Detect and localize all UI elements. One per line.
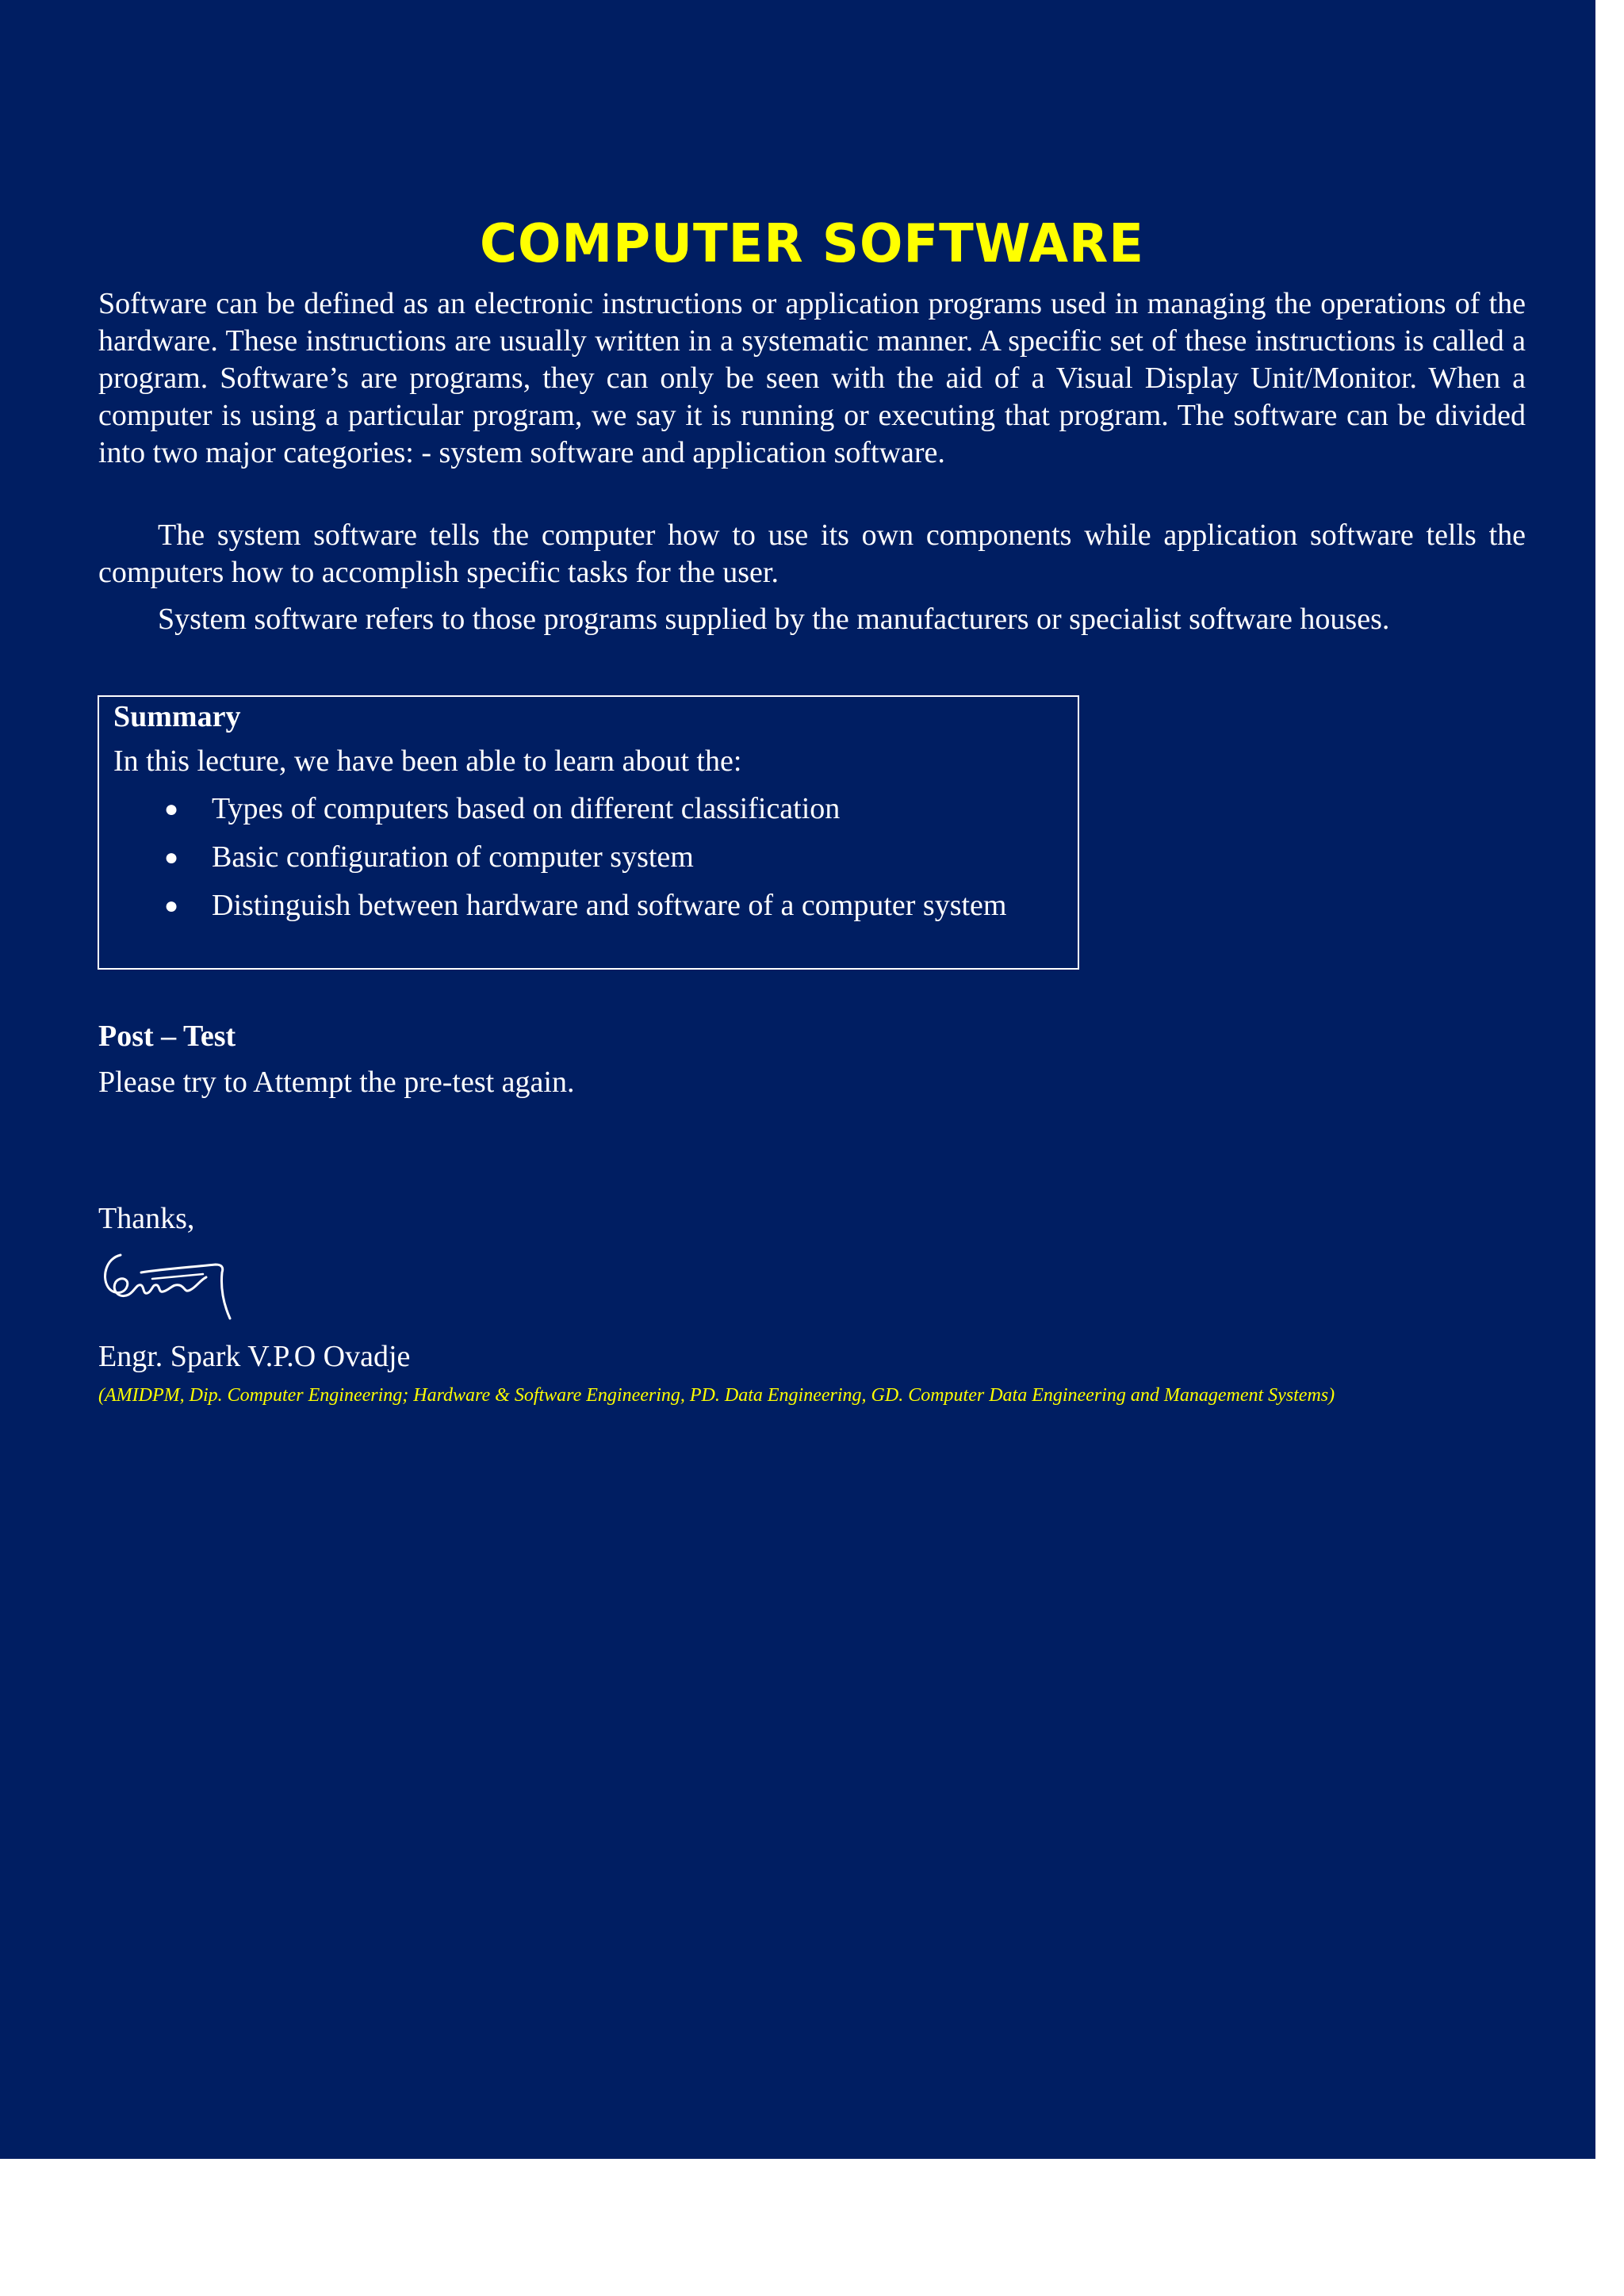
bullet-icon: ● [164, 844, 179, 871]
summary-intro: In this lecture, we have been able to learn about the: [113, 744, 742, 778]
page-title: COMPUTER SOFTWARE [480, 213, 1144, 275]
author-name: Engr. Spark V.P.O Ovadje [98, 1340, 411, 1373]
list-item [99, 887, 1067, 924]
bullet-icon: ● [164, 893, 179, 919]
summary-heading: Summary [113, 700, 241, 733]
closing-text: Thanks, [98, 1202, 195, 1235]
signature-icon [97, 1249, 239, 1324]
list-item [99, 790, 1067, 828]
post-test-heading: Post – Test [98, 1020, 236, 1053]
list-item-text: Types of computers based on different classification [212, 792, 841, 825]
summary-list [99, 790, 1067, 936]
paragraph-system-software: System software refers to those programs supplied by the manufacturers or specialist software houses. [158, 603, 1390, 636]
author-credentials: (AMIDPM, Dip. Computer Engineering; Hardware & Software Engineering, PD. Data Engineering, GD. Computer Data Engineering and Management Systems) [98, 1385, 1335, 1406]
list-item-text: Distinguish between hardware and software of a computer system [212, 889, 1007, 922]
summary-box [98, 695, 1079, 970]
post-test-text: Please try to Attempt the pre-test again. [98, 1066, 575, 1099]
paragraph-system-vs-application: The system software tells the computer how to use its own components while application software tells the computers how to accomplish specific tasks for the user. [98, 519, 1526, 589]
list-item [99, 839, 1067, 876]
paragraph-definition: Software can be defined as an electronic instructions or application programs used in managing the operations of the hardware. These instructions are usually written in a systematic manner. A specific set of these instructions is called a program. Software’s are programs, they can only be seen with the aid of a Visual Display Unit/Monitor. When a computer is using a particular program, we say it is running or executing that program. The software can be divided into two major categories: - system software and application software. [98, 287, 1526, 469]
bullet-icon: ● [164, 796, 179, 822]
list-item-text: Basic configuration of computer system [212, 840, 694, 874]
